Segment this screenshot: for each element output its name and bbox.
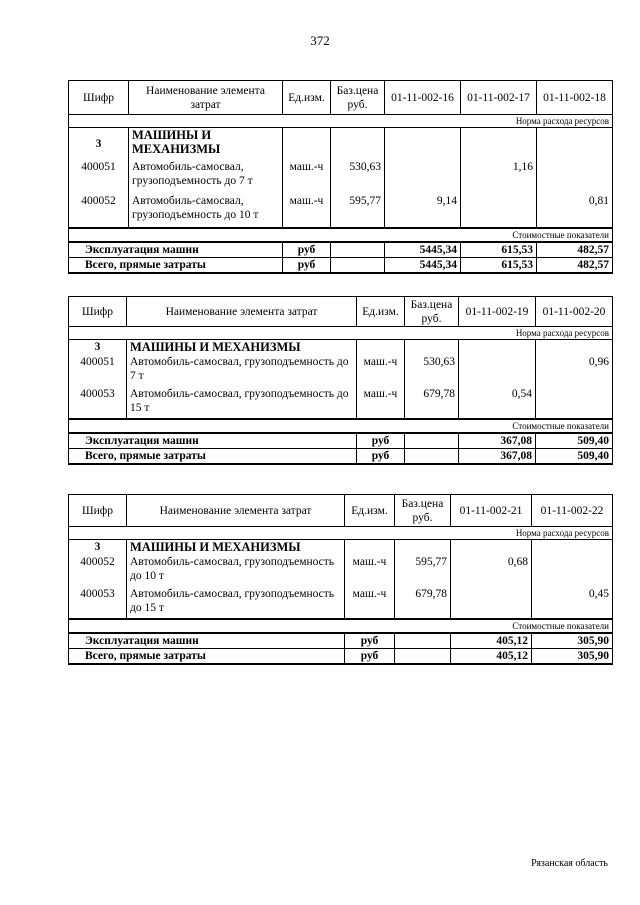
norm-label: Норма расхода ресурсов bbox=[69, 115, 613, 128]
row-value-2 bbox=[536, 387, 613, 419]
total-value-2: 305,90 bbox=[532, 633, 613, 649]
norm-label: Норма расхода ресурсов bbox=[69, 527, 613, 540]
row-value-1 bbox=[459, 355, 536, 387]
total-value-1: 5445,34 bbox=[385, 257, 461, 273]
row-price: 530,63 bbox=[331, 160, 385, 194]
row-value-2: 0,45 bbox=[532, 587, 613, 619]
row-code: 400053 bbox=[69, 387, 127, 419]
row-unit: маш.-ч bbox=[357, 355, 405, 387]
section-code: 3 bbox=[69, 540, 127, 555]
total-name: Эксплуатация машин bbox=[69, 433, 357, 449]
header-col-3: 01-11-002-18 bbox=[537, 81, 613, 115]
total-value-3: 482,57 bbox=[537, 242, 613, 258]
row-price: 530,63 bbox=[405, 355, 459, 387]
total-value-1: 405,12 bbox=[451, 633, 532, 649]
row-code: 400052 bbox=[69, 555, 127, 587]
resource-table-1 bbox=[68, 80, 613, 274]
total-value-2: 615,53 bbox=[461, 257, 537, 273]
table-row bbox=[69, 587, 613, 619]
header-name: Наименование элемента затрат bbox=[127, 495, 345, 527]
resource-table-3 bbox=[68, 494, 613, 665]
header-col-2: 01-11-002-20 bbox=[536, 297, 613, 327]
total-unit: руб bbox=[357, 448, 405, 464]
header-name: Наименование элемента затрат bbox=[129, 81, 283, 115]
row-value-2: 1,16 bbox=[461, 160, 537, 194]
page-number: 372 bbox=[310, 33, 330, 48]
header-name: Наименование элемента затрат bbox=[127, 297, 357, 327]
section-code: 3 bbox=[69, 340, 127, 355]
cost-label: Стоимостные показатели bbox=[69, 619, 613, 633]
total-row bbox=[69, 242, 613, 258]
row-unit: маш.-ч bbox=[283, 160, 331, 194]
total-value-2: 305,90 bbox=[532, 648, 613, 664]
total-name: Всего, прямые затраты bbox=[69, 448, 357, 464]
norm-label: Норма расхода ресурсов bbox=[69, 327, 613, 340]
row-code: 400053 bbox=[69, 587, 127, 619]
row-name: Автомобиль-самосвал, грузоподъемность до 10 т bbox=[129, 194, 283, 228]
row-value-1: 0,68 bbox=[451, 555, 532, 587]
total-value-1: 367,08 bbox=[459, 448, 536, 464]
total-value-1: 405,12 bbox=[451, 648, 532, 664]
row-unit: маш.-ч bbox=[283, 194, 331, 228]
row-unit: маш.-ч bbox=[345, 587, 395, 619]
section-name: МАШИНЫ И МЕХАНИЗМЫ bbox=[129, 128, 283, 160]
row-unit: маш.-ч bbox=[345, 555, 395, 587]
row-code: 400051 bbox=[69, 355, 127, 387]
total-row bbox=[69, 633, 613, 649]
total-row bbox=[69, 257, 613, 273]
table-row bbox=[69, 160, 613, 194]
section-code: 3 bbox=[69, 128, 129, 160]
row-value-1 bbox=[385, 160, 461, 194]
total-name: Всего, прямые затраты bbox=[69, 257, 283, 273]
total-name: Эксплуатация машин bbox=[69, 633, 345, 649]
row-value-3: 0,81 bbox=[537, 194, 613, 228]
total-name: Всего, прямые затраты bbox=[69, 648, 345, 664]
row-value-2 bbox=[532, 555, 613, 587]
row-price: 679,78 bbox=[395, 587, 451, 619]
total-row bbox=[69, 433, 613, 449]
total-unit: руб bbox=[283, 257, 331, 273]
total-value-2: 509,40 bbox=[536, 448, 613, 464]
row-name: Автомобиль-самосвал, грузоподъемность до 15 т bbox=[127, 387, 357, 419]
header-price: Баз.цена руб. bbox=[405, 297, 459, 327]
total-value-1: 367,08 bbox=[459, 433, 536, 449]
row-name: Автомобиль-самосвал, грузоподъемность до 7 т bbox=[127, 355, 357, 387]
row-price: 679,78 bbox=[405, 387, 459, 419]
header-col-1: 01-11-002-19 bbox=[459, 297, 536, 327]
row-value-1: 9,14 bbox=[385, 194, 461, 228]
total-value-2: 615,53 bbox=[461, 242, 537, 258]
row-value-2: 0,96 bbox=[536, 355, 613, 387]
total-value-2: 509,40 bbox=[536, 433, 613, 449]
table-row bbox=[69, 555, 613, 587]
total-row bbox=[69, 448, 613, 464]
table-row bbox=[69, 194, 613, 228]
footer-region: Рязанская область bbox=[531, 858, 608, 869]
total-value-1: 5445,34 bbox=[385, 242, 461, 258]
section-name: МАШИНЫ И МЕХАНИЗМЫ bbox=[127, 340, 357, 355]
row-code: 400052 bbox=[69, 194, 129, 228]
header-price: Баз.цена руб. bbox=[395, 495, 451, 527]
row-value-1 bbox=[451, 587, 532, 619]
total-unit: руб bbox=[345, 633, 395, 649]
resource-table-2 bbox=[68, 296, 613, 465]
total-unit: руб bbox=[345, 648, 395, 664]
header-price: Баз.цена руб. bbox=[331, 81, 385, 115]
row-name: Автомобиль-самосвал, грузоподъемность до 10 т bbox=[127, 555, 345, 587]
total-row bbox=[69, 648, 613, 664]
header-col-2: 01-11-002-22 bbox=[532, 495, 613, 527]
cost-label: Стоимостные показатели bbox=[69, 419, 613, 433]
cost-label: Стоимостные показатели bbox=[69, 228, 613, 242]
header-unit: Ед.изм. bbox=[283, 81, 331, 115]
header-code: Шифр bbox=[69, 297, 127, 327]
row-value-1: 0,54 bbox=[459, 387, 536, 419]
row-unit: маш.-ч bbox=[357, 387, 405, 419]
header-col-2: 01-11-002-17 bbox=[461, 81, 537, 115]
total-unit: руб bbox=[283, 242, 331, 258]
table-row bbox=[69, 355, 613, 387]
total-name: Эксплуатация машин bbox=[69, 242, 283, 258]
header-unit: Ед.изм. bbox=[345, 495, 395, 527]
total-unit: руб bbox=[357, 433, 405, 449]
row-price: 595,77 bbox=[331, 194, 385, 228]
row-value-3 bbox=[537, 160, 613, 194]
row-name: Автомобиль-самосвал, грузоподъемность до 7 т bbox=[129, 160, 283, 194]
row-price: 595,77 bbox=[395, 555, 451, 587]
section-name: МАШИНЫ И МЕХАНИЗМЫ bbox=[127, 540, 345, 555]
total-value-3: 482,57 bbox=[537, 257, 613, 273]
row-name: Автомобиль-самосвал, грузоподъемность до 15 т bbox=[127, 587, 345, 619]
header-col-1: 01-11-002-16 bbox=[385, 81, 461, 115]
row-value-2 bbox=[461, 194, 537, 228]
row-code: 400051 bbox=[69, 160, 129, 194]
header-code: Шифр bbox=[69, 81, 129, 115]
header-code: Шифр bbox=[69, 495, 127, 527]
header-col-1: 01-11-002-21 bbox=[451, 495, 532, 527]
table-row bbox=[69, 387, 613, 419]
header-unit: Ед.изм. bbox=[357, 297, 405, 327]
